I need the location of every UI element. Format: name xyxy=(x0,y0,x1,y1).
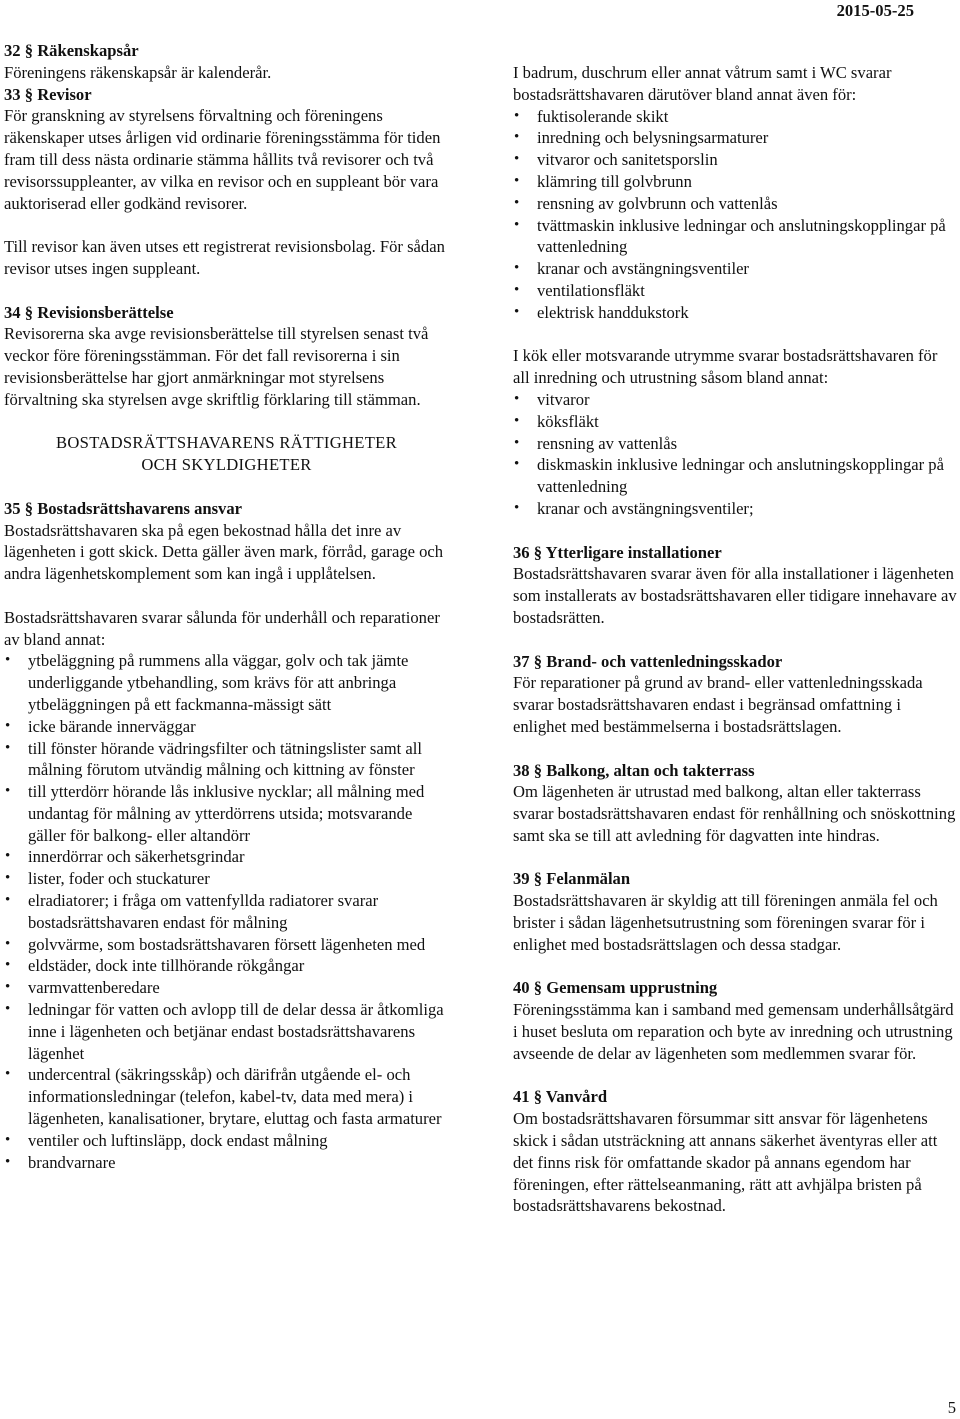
list-item-text: undercentral (säkringsskåp) och därifrån utgående el- och informationsledningar (telefon, kabel-tv, data med mera) i lägenheten, kanalisationer, brytare, eluttag och fasta armaturer xyxy=(28,1065,442,1129)
list-item-text: lister, foder och stuckaturer xyxy=(28,869,210,889)
list-item-text: rensning av golvbrunn och vattenlås xyxy=(537,193,778,213)
list-item xyxy=(513,302,958,324)
bullet-icon: • xyxy=(514,107,520,124)
list-item-text: innerdörrar och säkerhetsgrindar xyxy=(28,847,245,867)
section-text: Bostadsrättshavaren ska på egen bekostnad hålla det inre av lägenheten i gott skick. Detta gäller även mark, förråd, garage och andra lägenhetskomplement som kan ingå i upplåtelsen. xyxy=(4,520,444,584)
section-41 xyxy=(513,1086,958,1217)
list-item xyxy=(4,781,449,846)
section-text: Till revisor kan även utses ett registrerat revisionsbolag. För sådan revisor utses ingen suppleant. xyxy=(4,237,445,278)
list-item-text: rensning av vattenlås xyxy=(537,433,678,453)
list-item-text: ventiler och luftinsläpp, dock endast målning xyxy=(28,1130,328,1150)
list-item xyxy=(4,650,449,715)
list-item xyxy=(4,1152,449,1174)
bullet-icon: • xyxy=(514,129,520,146)
bullet-icon: • xyxy=(5,1131,11,1148)
list-item-text: ledningar för vatten och avlopp till de delar dessa är åtkomliga inne i lägenheten och betjänar endast bostadsrättshavarens lägenhet xyxy=(28,1000,444,1063)
bullet-icon: • xyxy=(5,957,11,974)
list-item xyxy=(513,149,958,171)
section-37 xyxy=(513,651,958,738)
list-item xyxy=(513,106,958,128)
section-34 xyxy=(4,302,449,411)
bullet-icon: • xyxy=(514,216,520,233)
list-item xyxy=(4,846,449,868)
section-32 xyxy=(4,40,449,84)
section-heading: 41 § Vanvård xyxy=(513,1087,608,1107)
list-item-text: ventilationsfläkt xyxy=(537,280,645,300)
wet-room-list xyxy=(513,106,958,324)
list-item-text: ytbeläggning på rummens alla väggar, golv och tak jämte underliggande ytbehandling, som krävs för att anbringa ytbeläggningen på ett fackmanna-mässigt sätt xyxy=(28,651,409,714)
kitchen-block xyxy=(513,345,958,519)
section-text: I badrum, duschrum eller annat våtrum samt i WC svarar bostadsrättshavaren därutöver bland annat även för: xyxy=(513,63,892,104)
list-item-text: tvättmaskin inklusive ledningar och anslutningskopplingar på vattenledning xyxy=(537,215,946,257)
list-item-text: golvvärme, som bostadsrättshavaren försett lägenheten med xyxy=(28,934,426,954)
list-item xyxy=(513,280,958,302)
section-text: För reparationer på grund av brand- eller vattenledningsskada svarar bostadsrättshavaren endast i begränsad omfattning i enlighet med bestämmelserna i bostadsrättslagen. xyxy=(513,673,923,736)
wet-room-block xyxy=(513,62,958,324)
list-item xyxy=(513,411,958,433)
section-text: Föreningsstämma kan i samband med gemensam underhållsåtgärd i huset besluta om reparation och byte av inredning och utrustning avseende de delar av lägenheten som medlemmen svarar för. xyxy=(513,1000,954,1063)
bullet-icon: • xyxy=(5,739,11,756)
list-item xyxy=(4,1064,449,1129)
bullet-icon: • xyxy=(514,281,520,298)
list-item-text: köksfläkt xyxy=(537,411,599,431)
chapter-title-line: BOSTADSRÄTTSHAVARENS RÄTTIGHETER xyxy=(56,433,397,453)
list-item-text: till fönster hörande vädringsfilter och tätningslister samt all målning förutom utvändig målning och kittning av fönster xyxy=(28,738,423,780)
section-33 xyxy=(4,84,449,280)
bullet-icon: • xyxy=(514,151,520,168)
bullet-icon: • xyxy=(5,892,11,909)
section-heading: 37 § Brand- och vattenledningsskador xyxy=(513,651,783,671)
section-text: Om bostadsrättshavaren försummar sitt ansvar för lägenhetens skick i sådan utsträckning att annans säkerhet äventyras eller att det finns risk för omfattande skador på annans egendom har föreningen, efter rättelseanmaning, rätt att avhjälpa bristen på bostadsrättshavarens bekostnad. xyxy=(513,1109,938,1216)
section-heading: 35 § Bostadsrättshavarens ansvar xyxy=(4,498,243,518)
bullet-icon: • xyxy=(514,499,520,516)
section-text: Bostadsrättshavaren svarar sålunda för underhåll och reparationer av bland annat: xyxy=(4,607,440,649)
section-heading: 33 § Revisor xyxy=(4,84,92,104)
list-item xyxy=(4,716,449,738)
list-item xyxy=(4,890,449,934)
list-item-text: vitvaror xyxy=(537,389,590,409)
section-heading: 39 § Felanmälan xyxy=(513,869,631,889)
section-38 xyxy=(513,760,958,847)
list-item xyxy=(513,193,958,215)
list-item-text: fuktisolerande skikt xyxy=(537,106,669,126)
section-heading: 36 § Ytterligare installationer xyxy=(513,542,722,562)
list-item xyxy=(4,934,449,956)
right-column xyxy=(513,62,958,1217)
list-item xyxy=(513,171,958,193)
kitchen-list xyxy=(513,389,958,520)
list-item-text: elradiatorer; i fråga om vattenfyllda radiatorer svarar bostadsrättshavaren endast för målning xyxy=(28,891,379,932)
bullet-icon: • xyxy=(5,979,11,996)
bullet-icon: • xyxy=(5,870,11,887)
list-item xyxy=(513,389,958,411)
bullet-icon: • xyxy=(5,1066,11,1083)
section-heading: 38 § Balkong, altan och takterrass xyxy=(513,760,755,780)
section-35 xyxy=(4,498,449,1174)
list-item-text: brandvarnare xyxy=(28,1152,116,1172)
chapter-title xyxy=(4,432,449,476)
bullet-icon: • xyxy=(514,412,520,429)
chapter-title-line: OCH SKYLDIGHETER xyxy=(141,455,312,475)
bullet-icon: • xyxy=(514,194,520,211)
section-text: För granskning av styrelsens förvaltning och föreningens räkenskaper utses årligen vid ordinarie föreningsstämma för tiden fram till dess nästa ordinarie stämma hållits två revisorer och två revisorssuppleanter, av vilka en revisor och en suppleant bör vara auktoriserad eller godkänd revisorer. xyxy=(4,106,441,213)
list-item xyxy=(513,454,958,498)
bullet-icon: • xyxy=(5,935,11,952)
list-item xyxy=(4,1130,449,1152)
list-item xyxy=(4,738,449,782)
section-39 xyxy=(513,868,958,955)
list-item-text: diskmaskin inklusive ledningar och anslutningskopplingar på vattenledning xyxy=(537,455,944,497)
bullet-icon: • xyxy=(5,652,11,669)
section-text: Om lägenheten är utrustad med balkong, altan eller takterrass svarar bostadsrättshavaren endast för renhållning och snöskottning samt ska se till att avledning för dagvatten inte hindras. xyxy=(513,782,956,845)
list-item-text: inredning och belysningsarmaturer xyxy=(537,128,769,148)
list-item-text: till ytterdörr hörande lås inklusive nycklar; all målning med undantag för målning av ytterdörrens utsida; motsvarande gäller för balkong- eller altandörr xyxy=(28,782,425,845)
bullet-icon: • xyxy=(514,260,520,277)
list-item-text: eldstäder, dock inte tillhörande rökgångar xyxy=(28,956,305,976)
left-column xyxy=(4,40,449,1195)
list-item xyxy=(513,498,958,520)
bullet-icon: • xyxy=(5,1001,11,1018)
section-text: Revisorerna ska avge revisionsberättelse till styrelsen senast två veckor före föreningsstämman. För det fall revisorerna i sin revisionsberättelse har gjort anmärkningar mot styrelsens förvaltning ska styrelsen avge skriftlig förklaring till stämman. xyxy=(4,324,429,409)
list-item xyxy=(4,999,449,1064)
bullet-icon: • xyxy=(514,390,520,407)
bullet-icon: • xyxy=(514,172,520,189)
list-item-text: kranar och avstängningsventiler; xyxy=(537,498,754,518)
section-40 xyxy=(513,977,958,1064)
list-item-text: klämring till golvbrunn xyxy=(537,171,692,191)
bullet-icon: • xyxy=(5,1153,11,1170)
list-item-text: icke bärande innerväggar xyxy=(28,716,196,736)
bullet-icon: • xyxy=(514,303,520,320)
list-item xyxy=(4,868,449,890)
page-number: 5 xyxy=(947,1398,956,1418)
section-text: I kök eller motsvarande utrymme svarar bostadsrättshavaren för all inredning och utrustning såsom bland annat: xyxy=(513,346,938,388)
section-text: Föreningens räkenskapsår är kalenderår. xyxy=(4,62,272,82)
list-item-text: vitvaror och sanitetsporslin xyxy=(537,150,718,170)
list-item xyxy=(513,258,958,280)
list-item-text: varmvattenberedare xyxy=(28,978,160,998)
list-item xyxy=(4,955,449,977)
bullet-icon: • xyxy=(514,434,520,451)
bullet-icon: • xyxy=(5,717,11,734)
bullet-icon: • xyxy=(514,456,520,473)
maintenance-list xyxy=(4,650,449,1173)
section-text: Bostadsrättshavaren är skyldig att till föreningen anmäla fel och brister i sådan lägenhetsutrustning som föreningen svarar för i enlighet med bostadsrättslagen och dessa stadgar. xyxy=(513,891,938,954)
list-item xyxy=(513,215,958,259)
list-item-text: elektrisk handdukstork xyxy=(537,302,689,322)
document-date: 2015-05-25 xyxy=(836,1,914,20)
bullet-icon: • xyxy=(5,848,11,865)
section-text: Bostadsrättshavaren svarar även för alla installationer i lägenheten som installerats av bostadsrättshavaren eller tidigare innehavare av bostadsrätten. xyxy=(513,564,957,627)
list-item-text: kranar och avstängningsventiler xyxy=(537,259,749,279)
section-heading: 34 § Revisionsberättelse xyxy=(4,302,174,322)
section-heading: 40 § Gemensam upprustning xyxy=(513,978,718,998)
section-heading: 32 § Räkenskapsår xyxy=(4,41,139,60)
bullet-icon: • xyxy=(5,783,11,800)
list-item xyxy=(4,977,449,999)
list-item xyxy=(513,433,958,455)
section-36 xyxy=(513,542,958,629)
list-item xyxy=(513,127,958,149)
